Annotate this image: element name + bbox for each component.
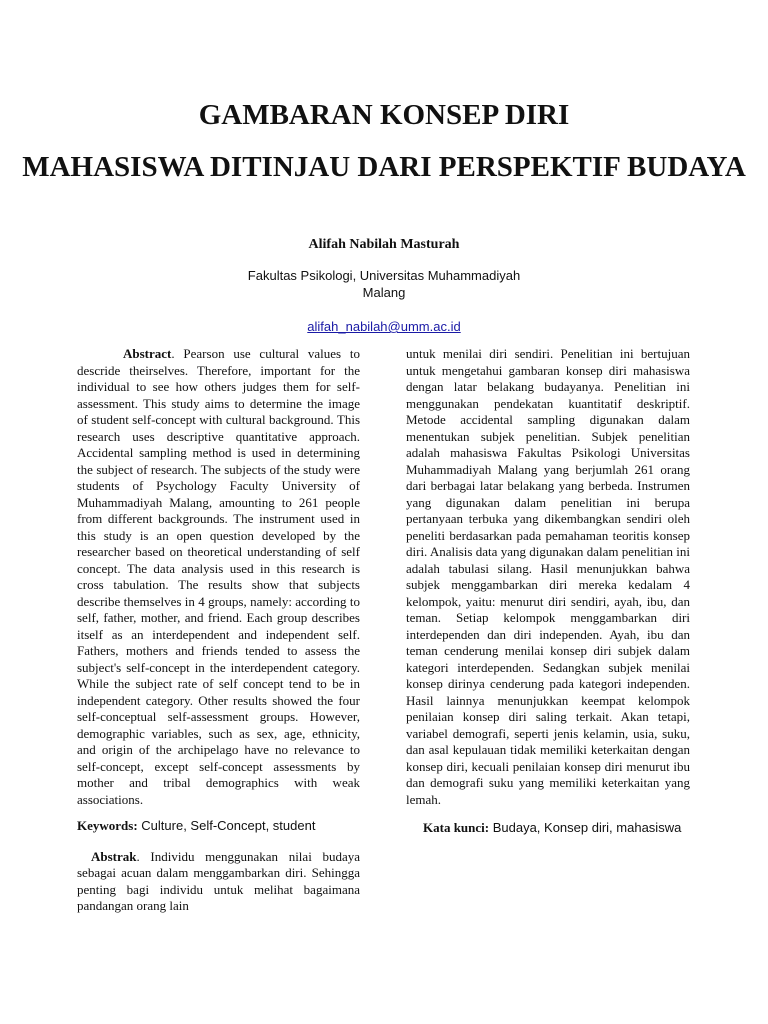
left-column	[77, 346, 360, 915]
abstract-english	[77, 346, 360, 808]
abstrak-indonesian-start	[77, 849, 360, 915]
keywords-label: Keywords:	[77, 818, 138, 833]
keywords-text: Culture, Self-Concept, student	[137, 818, 316, 833]
paper-title-line-2: MAHASISWA DITINJAU DARI PERSPEKTIF BUDAYA	[22, 151, 746, 183]
author-affiliation: Fakultas Psikologi, Universitas Muhammadiyah Malang	[247, 268, 521, 300]
author-email	[0, 319, 768, 334]
abstrak-text-left: . Individu menggunakan nilai budaya sebagai acuan dalam menggambarkan diri. Sehingga penting bagi individu untuk melihat bagaimana pandangan orang lain	[77, 848, 360, 913]
abstrak-indonesian-continued: untuk menilai diri sendiri. Penelitian ini bertujuan untuk mengetahui gambaran konsep diri mahasiswa dengan latar belakang budayanya. Penelitian ini menggunakan pendekatan kuantitatif deskriptif. Metode accidental sampling digunakan dalam menentukan subjek penelitian. Subjek penelitian adalah mahasiswa Fakultas Psikologi Universitas Muhammadiyah Malang yang berjumlah 261 orang dari berbagai latar belakang yang berbeda. Instrumen yang digunakan dalam penelitian ini berupa pertanyaan terbuka yang dikembangkan sendiri oleh peneliti berdasarkan pada pemahaman teoritis konsep diri. Analisis data yang digunakan dalam penelitian ini adalah tabulasi silang. Hasil menunjukkan bahwa subjek menggambarkan diri mereka kedalam 4 kelompok, yaitu: menurut diri sendiri, ayah, ibu, dan teman. Setiap kelompok menggambarkan diri interdependen dan diri independen. Ayah, ibu dan teman cenderung menilai konsep diri subjek dalam kategori interdependen. Sedangkan subjek menilai konsep dirinya cenderung pada kategori independen. Hasil lainnya menunjukkan keempat kelompok penilaian konsep diri saling terkait. Akan tetapi, variabel demografi, seperti jenis kelamin, usia, suku, dan asal kepulauan tidak memiliki keterkaitan dengan konsep diri, kecuali penilaian konsep diri menurut ibu dan demografi suku yang memiliki keterkaitan yang lemah.	[406, 346, 690, 807]
kata-kunci-label: Kata kunci:	[423, 820, 490, 835]
abstract-label: Abstract	[123, 346, 172, 361]
abstrak-label: Abstrak	[91, 848, 137, 864]
paper-title-line-1: GAMBARAN KONSEP DIRI	[198, 99, 570, 131]
author-name: Alifah Nabilah Masturah	[308, 237, 460, 252]
kata-kunci-text: Budaya, Konsep diri, mahasiswa	[489, 820, 682, 835]
keywords-indonesian	[406, 820, 690, 837]
keywords-english	[77, 818, 360, 835]
abstract-text: . Pearson use cultural values to descride theirselves. Therefore, important for the individual to see how others judges them for self-assessment. This study aims to determine the image of student self-concept with cultural background. This research uses descriptive quantitative approach. Accidental sampling method is used in determining the subject of research. The subjects of the study were students of Psychology Faculty University of Muhammadiyah Malang, amounting to 261 people from different backgrounds. The instrument used in this study is an open question developed by the researcher based on theoretical understanding of self concept. The data analysis used in this research is cross tabulation. The results show that subjects describe themselves in 4 groups, namely: according to self, father, mother, and friend. Each group describes itself as an interdependent and independent self. Fathers, mothers and friends tended to assess the subject's self-concept in the interdependent category. While the subject rate of self concept tend to be in independent category. Other results showed the four self-conceptual self-assessment groups. However, demographic variables, such as sex, age, ethnicity, and origin of the archipelago have no relevance to self-concept, except self-concept assessments by mother and tribal demographics with weak associations.	[77, 346, 360, 807]
right-column	[406, 346, 690, 837]
author-email-link[interactable]: alifah_nabilah@umm.ac.id	[307, 319, 461, 334]
